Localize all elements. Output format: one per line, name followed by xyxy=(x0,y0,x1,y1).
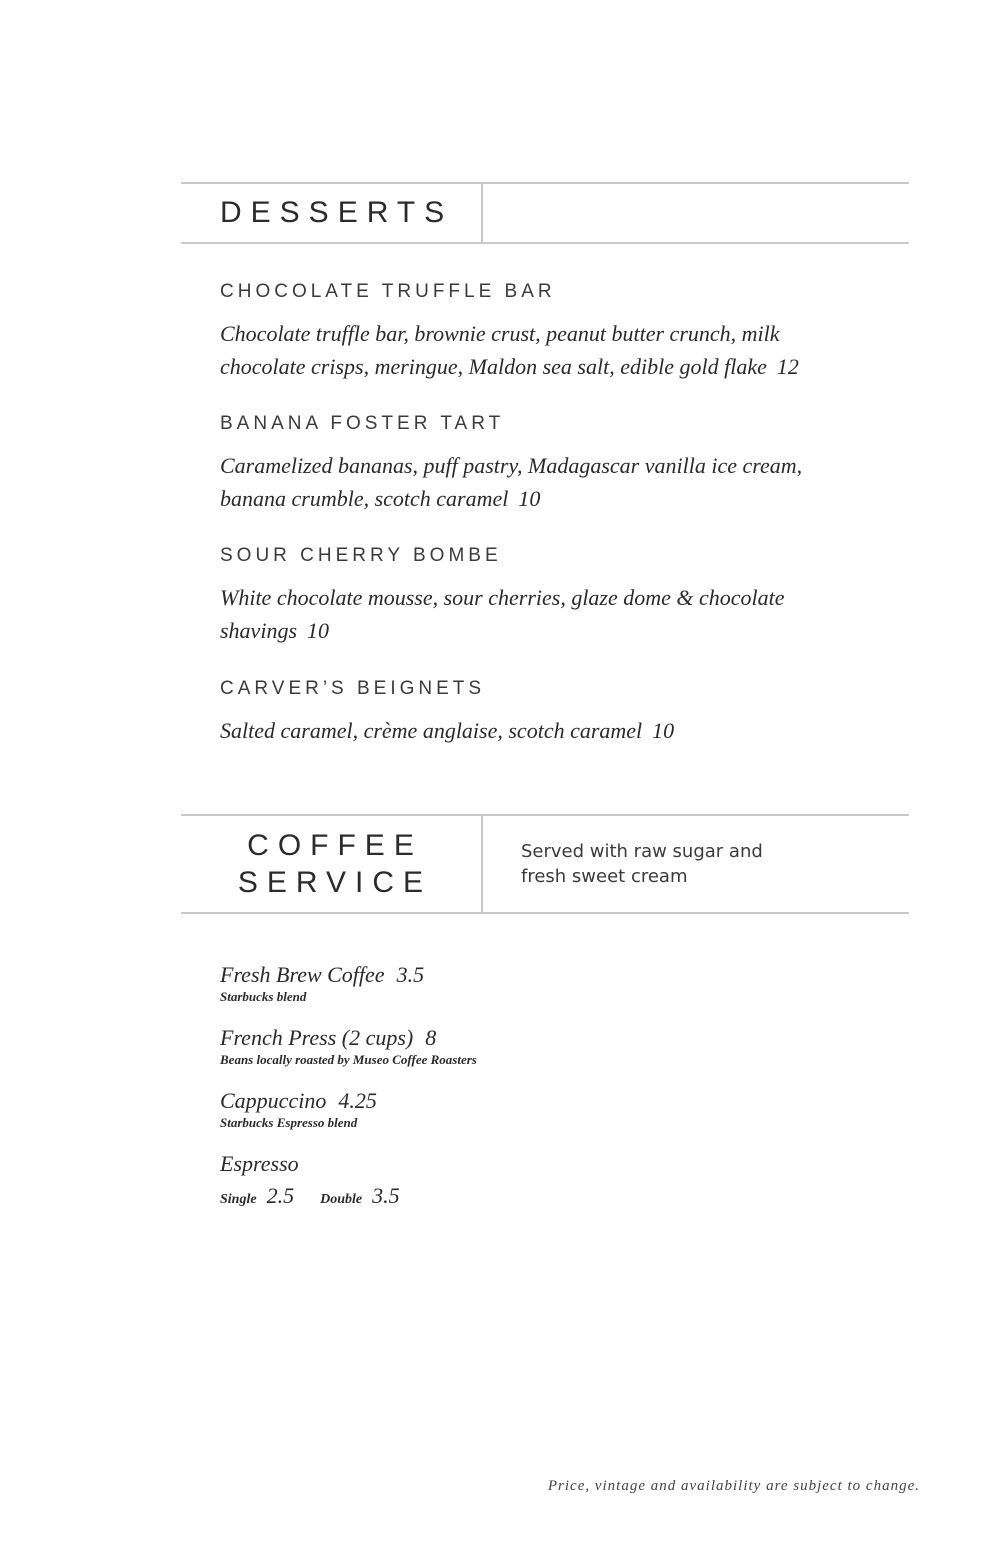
dessert-price: 10 xyxy=(652,718,675,743)
dessert-description-text: Chocolate truffle bar, brownie crust, peanut butter crunch, milk chocolate crisps, meringue, Maldon sea salt, edible gold flake xyxy=(220,321,780,379)
dessert-name: SOUR CHERRY BOMBE xyxy=(220,545,502,566)
espresso-double-label: Double xyxy=(320,1192,363,1207)
coffee-item xyxy=(220,1088,720,1132)
dessert-item xyxy=(220,678,860,747)
dessert-description xyxy=(220,449,860,515)
dessert-name: CARVER’S BEIGNETS xyxy=(220,678,486,699)
dessert-description-text: White chocolate mousse, sour cherries, glaze dome & chocolate shavings xyxy=(220,585,785,643)
espresso-single-label: Single xyxy=(220,1192,257,1207)
dessert-description xyxy=(220,581,810,647)
dessert-item xyxy=(220,413,860,515)
coffee-name: Fresh Brew Coffee xyxy=(220,962,385,987)
dessert-price: 10 xyxy=(307,618,329,643)
dessert-description-text: Salted caramel, crème anglaise, scotch caramel xyxy=(220,718,643,743)
coffee-subtitle: Starbucks Espresso blend xyxy=(220,1115,358,1130)
coffee-item xyxy=(220,1025,720,1069)
dessert-price: 10 xyxy=(518,486,541,511)
coffee-item-title xyxy=(220,1088,720,1114)
footer-disclaimer: Price, vintage and availability are subject to change. xyxy=(547,1478,920,1494)
espresso-sizes xyxy=(220,1183,720,1209)
coffee-service-header xyxy=(181,814,909,914)
coffee-subtitle: Beans locally roasted by Museo Coffee Roasters xyxy=(220,1052,477,1067)
coffee-name: Espresso xyxy=(220,1151,299,1176)
dessert-item xyxy=(220,545,860,647)
dessert-name: BANANA FOSTER TART xyxy=(220,413,505,434)
desserts-title-cell xyxy=(181,184,483,242)
dessert-description-text: Caramelized bananas, puff pastry, Madagascar vanilla ice cream, banana crumble, scotch caramel xyxy=(220,453,803,511)
coffee-item-title xyxy=(220,962,720,988)
coffee-service-title xyxy=(230,827,432,901)
espresso-single-price: 2.5 xyxy=(266,1183,295,1208)
desserts-title: DESSERTS xyxy=(220,196,454,229)
dessert-description xyxy=(220,714,860,747)
coffee-title-line-2: SERVICE xyxy=(237,866,433,899)
dessert-item xyxy=(220,281,860,383)
coffee-subtitle: Starbucks blend xyxy=(220,989,307,1004)
espresso-double-price: 3.5 xyxy=(372,1183,400,1208)
coffee-item-title xyxy=(220,1025,720,1051)
dessert-name: CHOCOLATE TRUFFLE BAR xyxy=(220,281,556,302)
coffee-note-cell xyxy=(483,816,909,912)
coffee-item xyxy=(220,962,720,1006)
coffee-price: 3.5 xyxy=(396,962,425,987)
coffee-item-espresso xyxy=(220,1151,720,1209)
dessert-price: 12 xyxy=(776,354,799,379)
desserts-note-cell xyxy=(483,184,909,242)
coffee-price: 8 xyxy=(425,1025,437,1050)
coffee-name: Cappuccino xyxy=(220,1088,327,1113)
coffee-service-note: Served with raw sugar and fresh sweet cream xyxy=(521,841,763,887)
desserts-header xyxy=(181,182,909,244)
coffee-name: French Press (2 cups) xyxy=(220,1025,414,1050)
dessert-description xyxy=(220,317,860,383)
coffee-title-cell xyxy=(181,816,483,912)
coffee-title-line-1: COFFEE xyxy=(247,829,423,862)
coffee-price: 4.25 xyxy=(338,1088,377,1113)
